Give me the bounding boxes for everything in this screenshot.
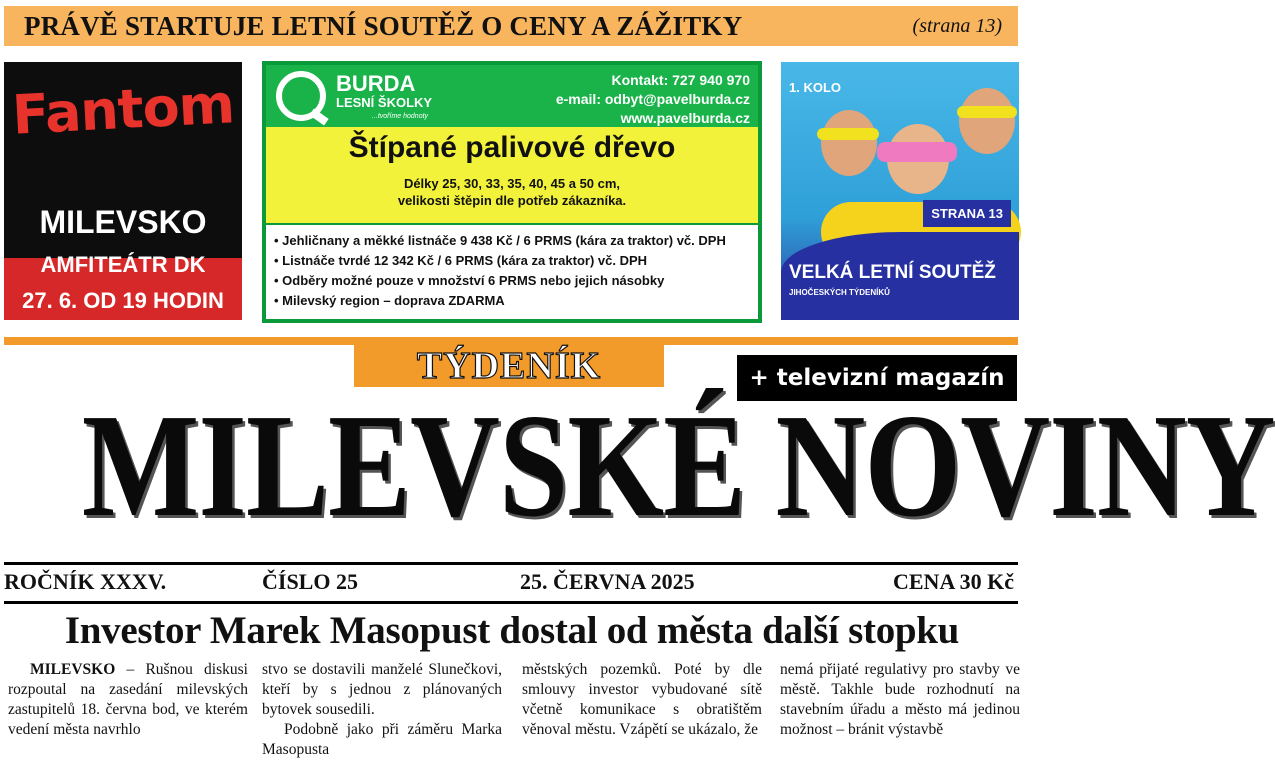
issue-price: CENA 30 Kč bbox=[893, 569, 1014, 594]
ad-fantom[interactable] bbox=[4, 62, 242, 320]
article-col2-p1: stvo se dostavili manželé Slunečkovi, kteří by s jednou z plánovaných bytovek sousedili. bbox=[262, 661, 502, 718]
burda-brand: BURDA bbox=[336, 71, 416, 96]
contest-page-badge: STRANA 13 bbox=[923, 200, 1011, 227]
article-column-2 bbox=[262, 660, 502, 760]
ad-contest[interactable] bbox=[781, 62, 1019, 320]
fantom-logo: Fantom bbox=[10, 72, 236, 147]
article-col4-text: nemá přijaté regulativy pro stavby ve městě. Takhle bude rozhodnutí na stavebním úřadu a město má jedinou možnost – bránit výstavbě bbox=[780, 661, 1020, 738]
top-banner-headline: PRÁVĚ STARTUJE LETNÍ SOUTĚŽ O CENY A ZÁŽITKY bbox=[24, 10, 743, 41]
burda-product: Štípané palivové dřevo bbox=[348, 131, 676, 164]
article-column-1 bbox=[8, 660, 248, 740]
burda-brand-sub: LESNÍ ŠKOLKY bbox=[336, 95, 433, 110]
burda-bullet: • Milevský region – doprava ZDARMA bbox=[274, 291, 726, 311]
ad-burda[interactable] bbox=[262, 61, 762, 323]
info-bar-bottom-rule bbox=[4, 601, 1018, 604]
article-dateline: MILEVSKO bbox=[30, 661, 116, 678]
contest-title: VELKÁ LETNÍ SOUTĚŽ bbox=[789, 262, 996, 283]
article-column-3 bbox=[522, 660, 762, 740]
burda-bullet: • Listnáče tvrdé 12 342 Kč / 6 PRMS (kára za traktor) vč. DPH bbox=[274, 251, 726, 271]
weekly-label-box bbox=[354, 345, 664, 387]
burda-bullet: • Odběry možné pouze v množství 6 PRMS nebo jejich násobky bbox=[274, 271, 726, 291]
burda-logo-icon bbox=[276, 71, 326, 121]
article-col1-text: – Rušnou diskusi rozpoutal na zasedání milevských zastupitelů 18. června bod, ve kterém vedení města navrhlo bbox=[8, 661, 248, 738]
sunglasses-middle-icon bbox=[877, 142, 957, 162]
article-column-4 bbox=[780, 660, 1020, 740]
top-banner[interactable] bbox=[4, 6, 1018, 46]
fantom-date: 27. 6. OD 19 HODIN bbox=[22, 288, 224, 313]
burda-price-box bbox=[266, 225, 758, 319]
burda-sizes bbox=[266, 175, 758, 209]
tv-magazine-label: + televizní magazín bbox=[749, 365, 1005, 391]
contest-subtitle: JIHOČESKÝCH TÝDENÍKŮ bbox=[789, 288, 890, 297]
person-face-right bbox=[959, 88, 1015, 154]
burda-bullet: • Jehličnany a měkké listnáče 9 438 Kč / 6 PRMS (kára za traktor) vč. DPH bbox=[274, 231, 726, 251]
burda-sizes-line2: velikosti štěpin dle potřeb zákazníka. bbox=[397, 193, 627, 208]
issue-date: 25. ČERVNA 2025 bbox=[520, 569, 695, 594]
person-face-left bbox=[821, 110, 877, 176]
top-banner-page-ref: (strana 13) bbox=[912, 14, 1002, 37]
burda-web[interactable]: www.pavelburda.cz bbox=[620, 110, 750, 126]
fantom-city: MILEVSKO bbox=[39, 204, 207, 240]
burda-bullet-list bbox=[274, 231, 726, 311]
newspaper-title: MILEVSKÉ NOVINY bbox=[81, 384, 1275, 548]
burda-sizes-line1: Délky 25, 30, 33, 35, 40, 45 a 50 cm, bbox=[403, 176, 621, 191]
burda-phone: Kontakt: 727 940 970 bbox=[611, 72, 750, 88]
article-headline[interactable]: Investor Marek Masopust dostal od města další stopku bbox=[64, 609, 960, 652]
article-col3-text: městských pozemků. Poté by dle smlouvy investor vybudované sítě včetně komunikace s obratištěm věnoval městu. Vzápětí se ukázalo, že bbox=[522, 661, 762, 738]
burda-header bbox=[266, 65, 758, 127]
contest-round: 1. KOLO bbox=[789, 80, 842, 95]
fantom-place: AMFITEÁTR DK bbox=[40, 252, 206, 277]
burda-email[interactable]: e-mail: odbyt@pavelburda.cz bbox=[555, 91, 750, 107]
sunglasses-right-icon bbox=[957, 106, 1017, 118]
burda-slogan: ...tvoříme hodnoty bbox=[372, 113, 429, 120]
burda-product-box bbox=[266, 127, 758, 223]
info-bar-top-rule bbox=[4, 562, 1018, 565]
issue-number: ČÍSLO 25 bbox=[262, 569, 358, 594]
burda-contact bbox=[556, 71, 750, 128]
weekly-label: TÝDENÍK bbox=[416, 345, 602, 387]
sunglasses-left-icon bbox=[817, 128, 879, 140]
volume-label: ROČNÍK XXXV. bbox=[4, 569, 167, 594]
article-col2-p2: Podobně jako při záměru Marka Masopusta bbox=[262, 721, 502, 758]
issue-info-bar bbox=[4, 568, 1018, 598]
